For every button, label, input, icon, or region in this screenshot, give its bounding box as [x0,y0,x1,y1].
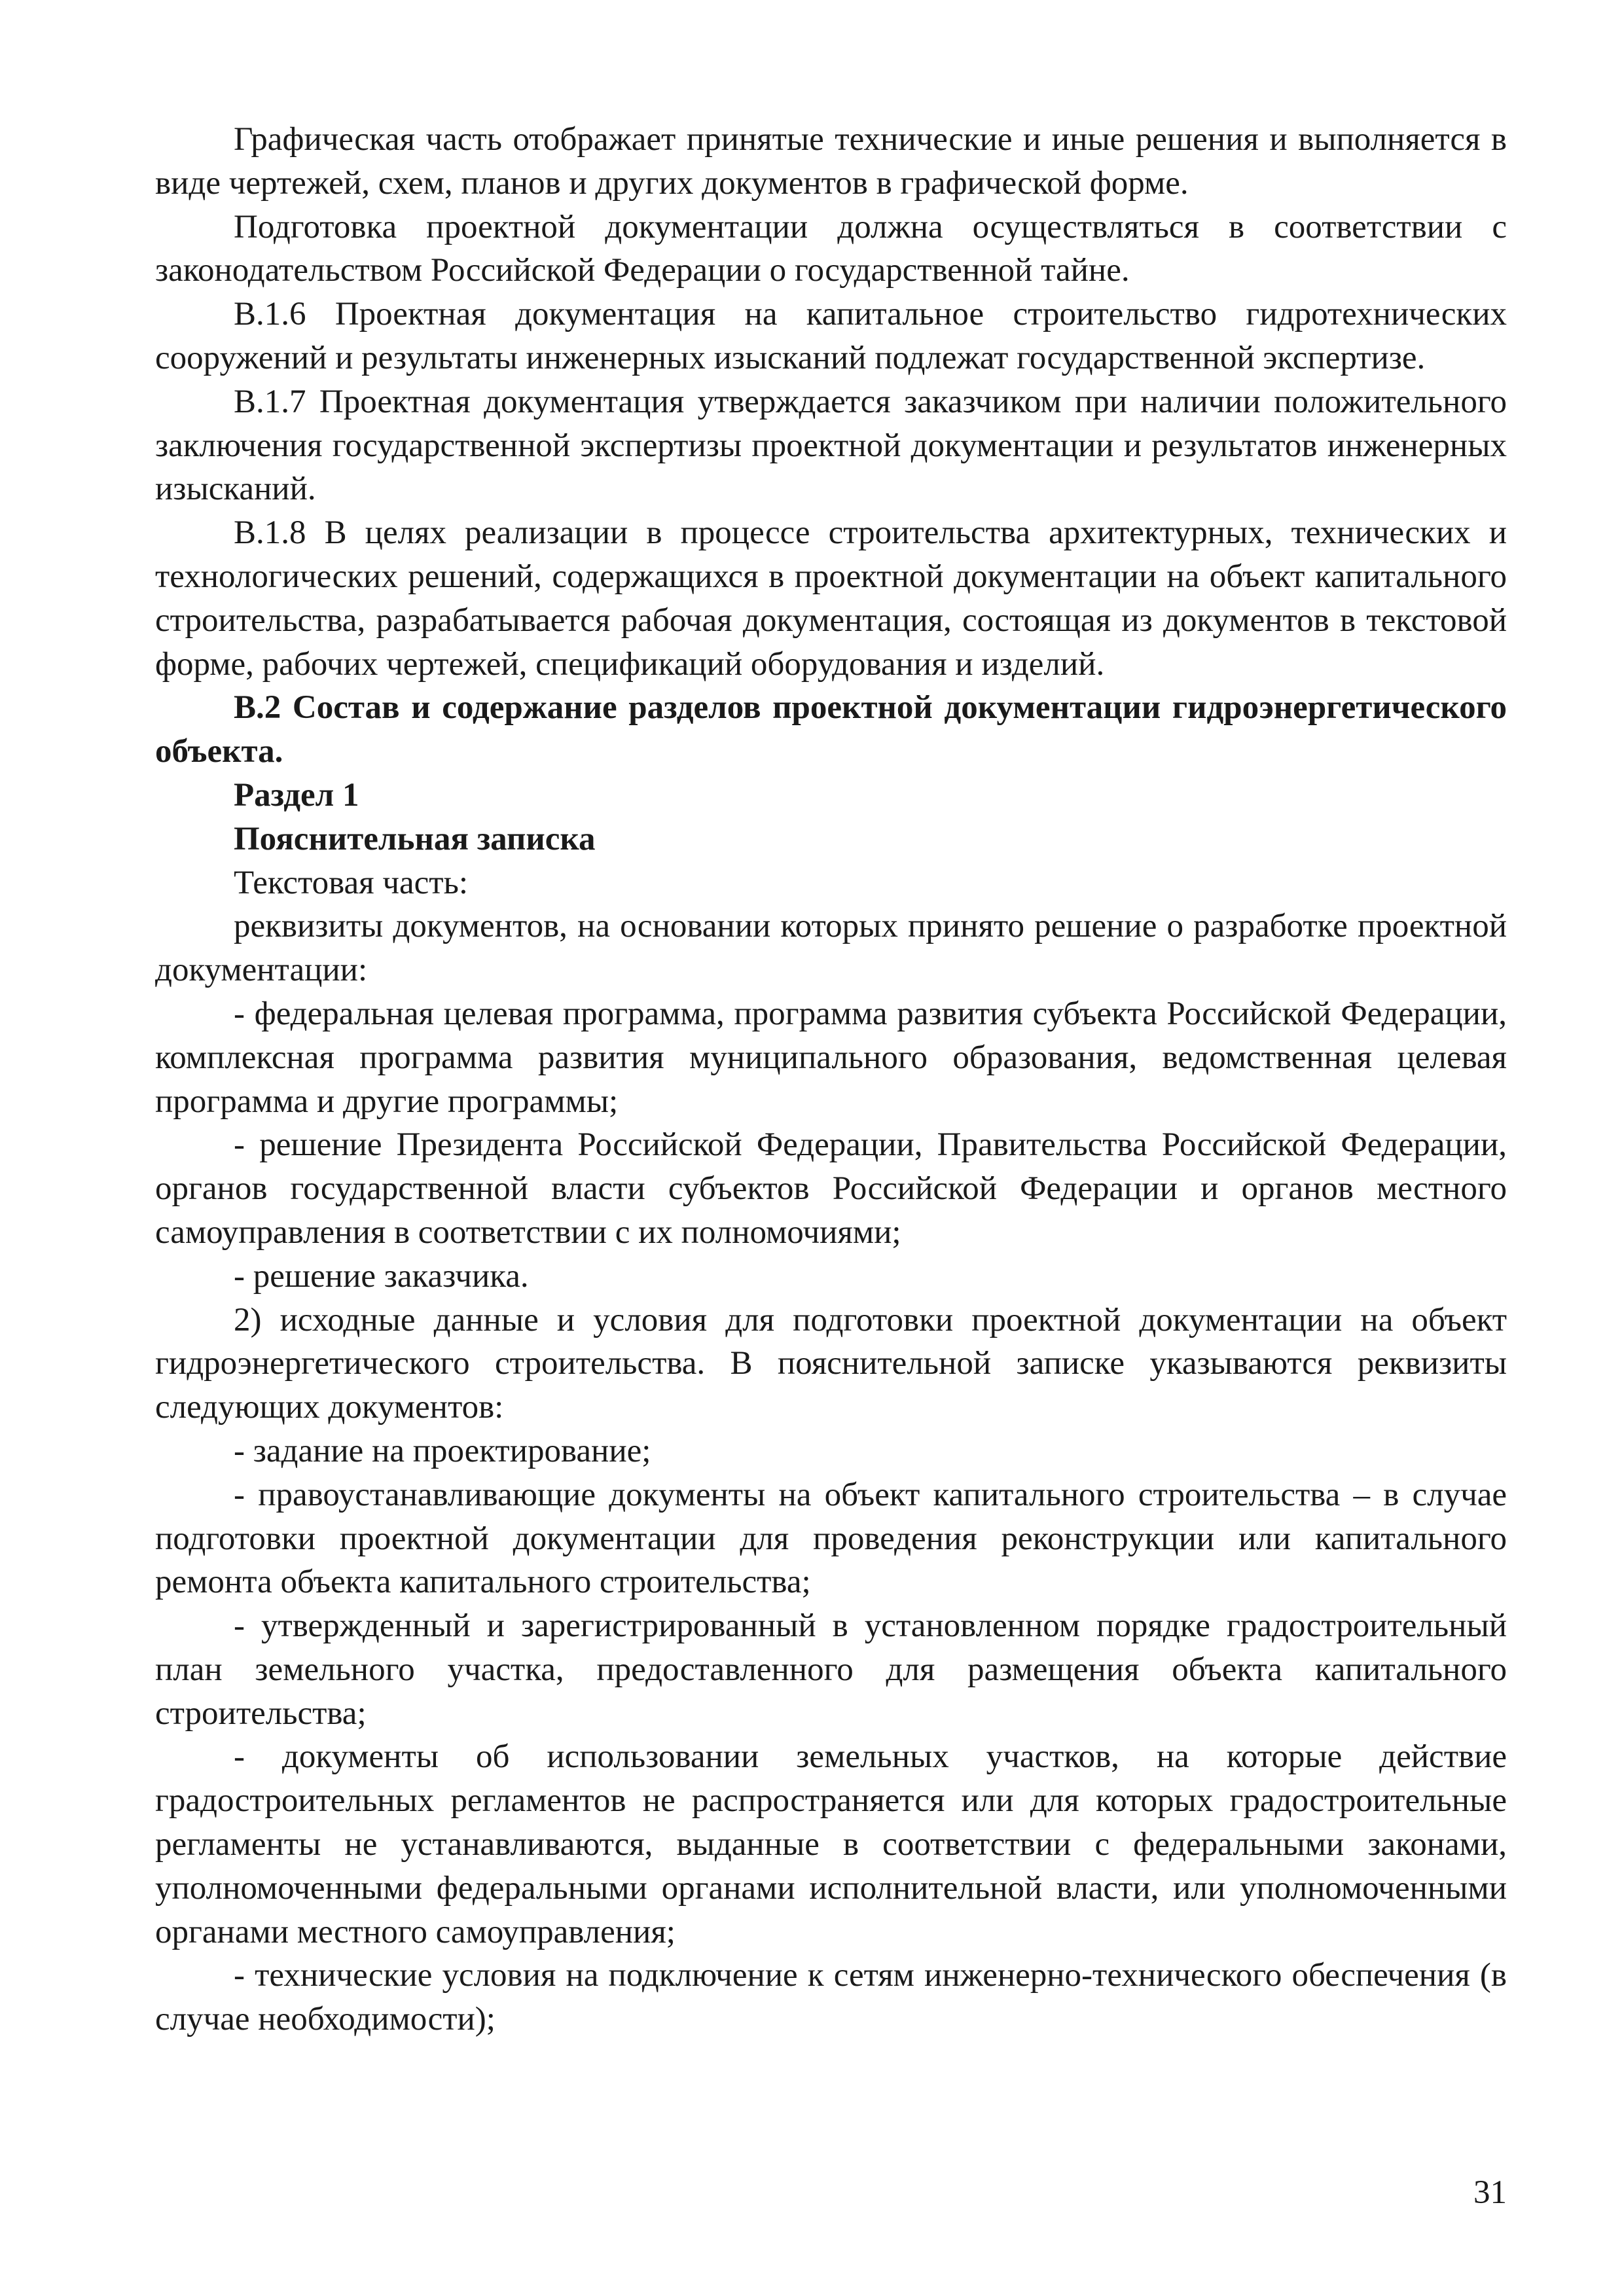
paragraph: Графическая часть отображает принятые технические и иные решения и выполняется в виде чертежей, схем, планов и других документов в графической форме. [155,121,1507,202]
list-item: - решение Президента Российской Федерации, Правительства Российской Федерации, органов государственной власти субъектов Российской Федерации и органов местного самоуправления в соответствии с их полномочиями; [155,1126,1507,1251]
section-heading: В.2 Состав и содержание разделов проектной документации гидроэнергетического объекта. [155,689,1507,770]
list-item: - утвержденный и зарегистрированный в установленном порядке градостроительный план земельного участка, предоставленного для размещения объекта капитального строительства; [155,1607,1507,1732]
subsection-number: Раздел 1 [234,776,359,814]
paragraph: реквизиты документов, на основании которых принято решение о разработке проектной документации: [155,908,1507,989]
paragraph: Подготовка проектной документации должна осуществляться в соответствии с законодательством Российской Федерации о государственной тайне. [155,208,1507,289]
list-item: - правоустанавливающие документы на объект капитального строительства – в случае подготовки проектной документации для проведения реконструкции или капитального ремонта объекта капитального строительства; [155,1476,1507,1601]
page-number: 31 [1473,2174,1507,2211]
paragraph: Текстовая часть: [234,864,468,901]
list-item: - решение заказчика. [234,1257,529,1295]
paragraph: 2) исходные данные и условия для подготовки проектной документации на объект гидроэнергетического строительства. В пояснительной записке указываются реквизиты следующих документов: [155,1301,1507,1426]
list-item: - документы об использовании земельных участков, на которые действие градостроительных регламентов не распространяется или для которых градостроительные регламенты не устанавливаются, выданные в соответствии с федеральными законами, уполномоченными федеральными органами исполнительной власти, или уполномоченными органами местного самоуправления; [155,1738,1507,1950]
list-item: - задание на проектирование; [234,1432,651,1469]
list-item: - федеральная целевая программа, программа развития субъекта Российской Федерации, комплексная программа развития муниципального образования, ведомственная целевая программа и другие программы; [155,995,1507,1120]
page-body [155,118,1507,2041]
paragraph-clause-b17: В.1.7 Проектная документация утверждается заказчиком при наличии положительного заключения государственной экспертизы проектной документации и результатов инженерных изысканий. [155,383,1507,508]
subsection-title: Пояснительная записка [234,820,596,857]
list-item: - технические условия на подключение к сетям инженерно-технического обеспечения (в случае необходимости); [155,1957,1507,2038]
paragraph-clause-b16: В.1.6 Проектная документация на капитальное строительство гидротехнических сооружений и результаты инженерных изысканий подлежат государственной экспертизе. [155,296,1507,376]
paragraph-clause-b18: В.1.8 В целях реализации в процессе строительства архитектурных, технических и технологических решений, содержащихся в проектной документации на объект капитального строительства, разрабатывается рабочая документация, состоящая из документов в текстовой форме, рабочих чертежей, спецификаций оборудования и изделий. [155,514,1507,683]
